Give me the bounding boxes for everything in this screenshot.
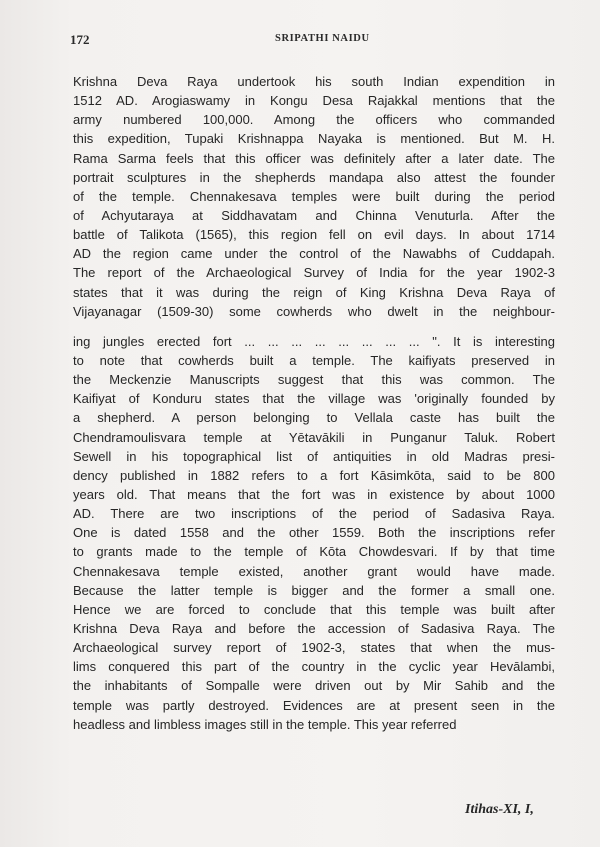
text-line: AD the region came under the control of the Nawabhs of Cuddapah. <box>73 246 555 262</box>
page-header <box>0 32 600 50</box>
text-line: Krishna Deva Raya undertook his south Indian expendition in <box>73 74 555 89</box>
text-line: Rama Sarma feels that this officer was definitely after a later date. The <box>73 150 555 166</box>
text-line: Krishna Deva Raya and before the accession of Sadasiva Raya. The <box>73 620 555 636</box>
text-line: portrait sculptures in the shepherds mandapa also attest the founder <box>73 169 555 185</box>
text-line: headless and limbless images still in the temple. This year referred <box>73 716 457 732</box>
page-number: 172 <box>70 32 90 47</box>
text-line: the Meckenzie Manuscripts suggest that this was common. The <box>73 372 555 388</box>
text-line: The report of the Archaeological Survey of India for the year 1902-3 <box>73 265 555 281</box>
text-line: of the temple. Chennakesava temples were built during the period <box>73 188 555 204</box>
text-line: states that it was during the reign of King Krishna Deva Raya of <box>73 284 555 300</box>
text-line: this expedition, Tupaki Krishnappa Nayaka is mentioned. But M. H. <box>73 131 555 147</box>
text-line: a shepherd. A person belonging to Vellala caste has built the <box>73 410 555 426</box>
text-line: to note that cowherds built a temple. The kaifiyats preserved in <box>73 352 555 368</box>
text-line: lims conquered this part of the country in the cyclic year Hevālambi, <box>73 659 555 675</box>
text-line: battle of Talikota (1565), this region fell on evil days. In about 1714 <box>73 227 555 243</box>
text-line: temple was partly destroyed. Evidences are at present seen in the <box>73 697 555 713</box>
footer-signature: Itihas-XI, I, <box>465 802 534 817</box>
running-head: SRIPATHI NAIDU <box>275 33 370 44</box>
text-line: the inhabitants of Sompalle were driven out by Mir Sahib and the <box>73 678 555 694</box>
text-line: Chendramoulisvara temple at Yētavākili in Punganur Taluk. Robert <box>73 429 555 445</box>
text-line: dency published in 1882 refers to a fort Kāsimkōta, said to be 800 <box>73 467 555 483</box>
text-line: One is dated 1558 and the other 1559. Both the inscriptions refer <box>73 525 555 541</box>
text-line: Chennakesava temple existed, another grant would have made. <box>73 563 555 579</box>
text-line: Because the latter temple is bigger and the former a small one. <box>73 582 555 598</box>
body-text <box>73 72 555 734</box>
text-line: Archaeological survey report of 1902-3, states that when the mus- <box>73 640 555 656</box>
text-line: Vijayanagar (1509-30) some cowherds who dwelt in the neighbour- <box>73 303 555 319</box>
text-line: army numbered 100,000. Among the officers who commanded <box>73 112 555 128</box>
text-line: AD. There are two inscriptions of the period of Sadasiva Raya. <box>73 506 555 522</box>
text-line: Sewell in his topographical list of antiquities in old Madras presi- <box>73 448 555 464</box>
text-line: Kaifiyat of Konduru states that the village was 'originally founded by <box>73 391 555 407</box>
text-line: ing jungles erected fort ... ... ... ... ... ... ... ... ". It is interesting <box>73 333 555 349</box>
text-line: Hence we are forced to conclude that this temple was built after <box>73 601 555 617</box>
text-line: to grants made to the temple of Kōta Chowdesvari. If by that time <box>73 544 555 560</box>
text-line: years old. That means that the fort was in existence by about 1000 <box>73 486 555 502</box>
text-line: 1512 AD. Arogiaswamy in Kongu Desa Rajakkal mentions that the <box>73 93 555 109</box>
text-line: of Achyutaraya at Siddhavatam and Chinna Venuturla. After the <box>73 207 555 223</box>
